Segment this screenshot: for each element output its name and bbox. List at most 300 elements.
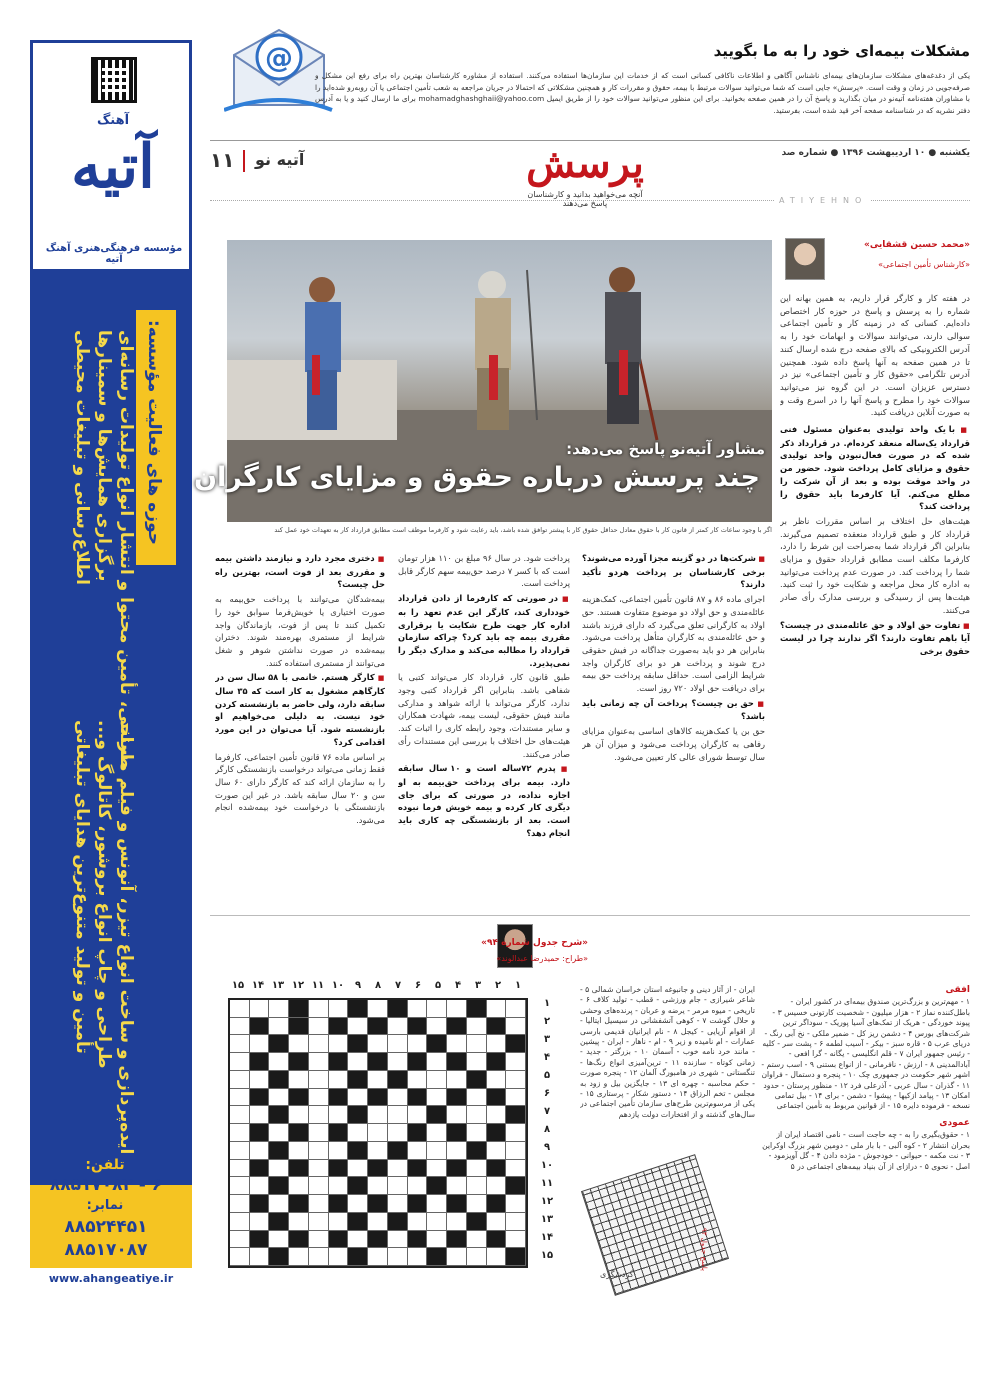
crossword-cell[interactable] xyxy=(368,1248,388,1266)
crossword-cell[interactable] xyxy=(408,1213,428,1231)
crossword-cell[interactable] xyxy=(506,1142,526,1160)
crossword-cell[interactable] xyxy=(506,1053,526,1071)
row-number: ۴ xyxy=(543,1052,551,1063)
crossword-black-cell xyxy=(348,1248,368,1266)
crossword-black-cell xyxy=(269,1106,289,1124)
across-clues: ۱ - مهم‌ترین و بزرگ‌ترین صندوق بیمه‌ای در کشور ایران - باطل‌کننده نماز ۲ - هزار میلیون - شخصیت کارتونی خسیس ۳ - پیوند خوردگی - هریک از تمک‌های آسیا پوریک - سوداگر ترین شرکت‌های بورس ۴ - دشمن ریز کل - ضمیر ملکی - نخ آبی رنگ - دریای عرب ۵ - قاره سبز - بیکر - آسیب لطمه ۶ - پشت سر - کلیه - رئیس جمهور ایران ۷ - قلم انگلیسی - یگانه - گرا افعی - آبادالمدینی ۸ - ارزش - نافرمانی - از انواع بستنی ۹ - اسب رستم - اشهر شهر حکومت در جمهوری چک ۱۰ - پنجره و دستمال - فراوان ۱۱ - گذران - سال عربی - آذرعلی فرد ۱۲ - منظور پرستان - حدود امکان ۱۳ - پیامد ازکیها - پیشوا - دشمن - برای ۱۴ - بیل تمامی نسخه - فرموده دایره ۱۵ - از قوانین مربوط به تأمین اجتماعی xyxy=(761,997,970,1111)
question: ■ پدرم ۷۲ساله است و ۱۰ سال سابقه دارد. بیمه برای پرداخت حق‌بیمه به او اجازه نداده، در صورتی که برای جای دیگری کار کرده و بیمه خویش فرما نبوده است. بعد از بازنشستگی چه کاری باید انجام دهد؟ xyxy=(398,762,570,839)
crossword-black-cell xyxy=(447,1124,467,1142)
crossword-cell[interactable] xyxy=(269,1231,289,1249)
column-number: ۳ xyxy=(474,980,482,991)
service-item: تأمین و تولید متنوع‌ترین هدایای تبلیغاتی xyxy=(72,720,92,1054)
question: ■ کارگر هستم. خانمی با ۵۸ سال سن در کارگاهم مشغول به کار است که ۳۵ سال سابقه دارد، ولی حاضر به بازنشسته کردن خود نیست. به دلیلی می‌خواهیم او بازنشسته شود. آیا می‌توان در این مورد اقدامی کرد؟ xyxy=(215,671,385,748)
crossword-black-cell xyxy=(487,1018,507,1036)
activity-title: حوزه های فعالیت مؤسسه: xyxy=(144,320,164,545)
crossword-cell[interactable] xyxy=(408,1071,428,1089)
crossword-cell[interactable] xyxy=(388,1018,408,1036)
crossword-cell[interactable] xyxy=(368,1177,388,1195)
crossword-cell[interactable] xyxy=(329,1106,349,1124)
crossword-cell[interactable] xyxy=(348,1124,368,1142)
crossword-black-cell xyxy=(427,1035,447,1053)
crossword-cell[interactable] xyxy=(368,1071,388,1089)
crossword-cell[interactable] xyxy=(348,1089,368,1107)
crossword-credit: «طراح: حمیدرضا عبدالوند» xyxy=(496,954,588,963)
crossword-black-cell xyxy=(269,1071,289,1089)
crossword-black-cell xyxy=(447,1053,467,1071)
crossword-cell[interactable] xyxy=(309,1124,329,1142)
crossword-black-cell xyxy=(487,1053,507,1071)
crossword-cell[interactable] xyxy=(309,1000,329,1018)
crossword-cell[interactable] xyxy=(329,1177,349,1195)
phone-label: تلفن: xyxy=(85,1157,125,1173)
crossword-cell[interactable] xyxy=(447,1213,467,1231)
crossword-cell[interactable] xyxy=(447,1142,467,1160)
crossword-cell[interactable] xyxy=(329,1071,349,1089)
crossword-cell[interactable] xyxy=(250,1177,270,1195)
crossword-cell[interactable] xyxy=(309,1053,329,1071)
crossword-cell[interactable] xyxy=(230,1231,250,1249)
column-number: ۴ xyxy=(454,980,462,991)
crossword-cell[interactable] xyxy=(467,1018,487,1036)
crossword-cell[interactable] xyxy=(269,1160,289,1178)
crossword-cell[interactable] xyxy=(408,1142,428,1160)
author-box xyxy=(785,238,970,282)
crossword-cell[interactable] xyxy=(427,1213,447,1231)
logo-big-text: آتیه xyxy=(71,132,155,202)
crossword-black-cell xyxy=(289,1124,309,1142)
column-number: ۷ xyxy=(394,980,402,991)
crossword-cell[interactable] xyxy=(427,1089,447,1107)
crossword-cell[interactable] xyxy=(447,1071,467,1089)
crossword-cell[interactable] xyxy=(408,1177,428,1195)
crossword-black-cell xyxy=(269,1213,289,1231)
crossword-cell[interactable] xyxy=(230,1106,250,1124)
service-item: برگزاری همایش‌ها و سمینارها xyxy=(94,330,114,582)
article-column-right xyxy=(780,292,970,902)
question: ■ حق بن چیست؟ پرداخت آن چه زمانی باید باشد؟ xyxy=(582,697,765,723)
crossword-cell[interactable] xyxy=(487,1035,507,1053)
crossword-black-cell xyxy=(388,1000,408,1018)
down-clues: ۱ - حقوق‌بگیری را به - چه حاجت است - نامی اقتصاد ایران از بحران انتشار ۲ - کوه آلبی - با بار ملی - دومین شهر بزرگ اوکراین ۳ - نت مکمه - حیوانی - خودجوش - مژده دادن ۴ - گل آویزمود - اصل - نحوی ۵ - درازای از آن بنیاد بیمه‌های اجتماعی در ۵ xyxy=(762,1130,970,1171)
crossword-black-cell xyxy=(368,1053,388,1071)
photo-caption: اگر با وجود ساعات کار کمتر از قانون کار با حقوق معادل حداقل حقوق کار با پیشتر توافق شده باشد، باید رعایت شود و کارفرما موظف است مطابق قرارداد کار به تعهدات خود عمل کند xyxy=(274,526,772,534)
crossword-cell[interactable] xyxy=(309,1071,329,1089)
crossword-cell[interactable] xyxy=(329,1248,349,1266)
crossword-cell[interactable] xyxy=(329,1035,349,1053)
crossword-cell[interactable] xyxy=(230,1018,250,1036)
crossword-black-cell xyxy=(368,1231,388,1249)
crossword-cell[interactable] xyxy=(289,1142,309,1160)
author-name: «محمد حسین قشقایی» xyxy=(864,240,970,250)
answer: اجرای ماده ۸۶ و ۸۷ قانون تأمین اجتماعی، کمک‌هزینه عائله‌مندی و حق اولاد دو موضوع متفاوت هستند. حق اولاد به کارگرانی تعلق می‌گیرد که دارای فرزند باشند و حق عائله‌مندی به کارگران متأهل پرداخت می‌شود. بنابراین هر دو باید به‌صورت جداگانه در فیش حقوقی درج شوند و پرداخت هر دو برای کارگران واجد شرایط الزامی است. حداقل سابقه پرداخت حق بیمه برای دریافت حق اولاد ۷۲۰ روز است. xyxy=(582,594,765,694)
crossword-cell[interactable] xyxy=(309,1160,329,1178)
crossword-cell[interactable] xyxy=(230,1000,250,1018)
crossword-black-cell xyxy=(289,1231,309,1249)
org-name: مؤسسه فرهنگی‌هنری آهنگ آتیه xyxy=(45,243,183,265)
column-number: ۱۰ xyxy=(331,980,345,991)
crossword-cell[interactable] xyxy=(467,1053,487,1071)
crossword-cell[interactable] xyxy=(408,1035,428,1053)
crossword-cell[interactable] xyxy=(348,1231,368,1249)
brand-title: پرسش xyxy=(526,140,644,187)
crossword-black-cell xyxy=(408,1124,428,1142)
crossword-cell[interactable] xyxy=(250,1106,270,1124)
column-number: ۶ xyxy=(414,980,422,991)
crossword-black-cell xyxy=(329,1160,349,1178)
crossword-cell[interactable] xyxy=(368,1124,388,1142)
crossword-black-cell xyxy=(289,1000,309,1018)
column-number: ۸ xyxy=(374,980,382,991)
crossword-cell[interactable] xyxy=(269,1089,289,1107)
crossword-cell[interactable] xyxy=(250,1000,270,1018)
crossword-cell[interactable] xyxy=(388,1195,408,1213)
crossword-cell[interactable] xyxy=(309,1142,329,1160)
crossword-cell[interactable] xyxy=(447,1248,467,1266)
crossword-cell[interactable] xyxy=(447,1177,467,1195)
crossword-cell[interactable] xyxy=(388,1106,408,1124)
crossword-black-cell xyxy=(408,1195,428,1213)
crossword-cell[interactable] xyxy=(348,1018,368,1036)
crossword-cell[interactable] xyxy=(309,1089,329,1107)
crossword-cell[interactable] xyxy=(368,1000,388,1018)
divider xyxy=(243,150,245,172)
crossword-cell[interactable] xyxy=(506,1071,526,1089)
crossword-black-cell xyxy=(487,1089,507,1107)
crossword-cell[interactable] xyxy=(467,1195,487,1213)
crossword-cell[interactable] xyxy=(269,1053,289,1071)
crossword-black-cell xyxy=(348,1000,368,1018)
english-section-tag: ATIYEHNO xyxy=(775,196,871,205)
crossword-black-cell xyxy=(447,1231,467,1249)
crossword-black-cell xyxy=(289,1089,309,1107)
logo-small-text: آهنگ xyxy=(96,113,130,128)
crossword-cell[interactable] xyxy=(309,1231,329,1249)
crossword-cell[interactable] xyxy=(230,1213,250,1231)
crossword-cell[interactable] xyxy=(447,1000,467,1018)
crossword-cell[interactable] xyxy=(506,1231,526,1249)
column-number: ۱ xyxy=(514,980,522,991)
crossword-cell[interactable] xyxy=(230,1071,250,1089)
crossword-black-cell xyxy=(408,1018,428,1036)
crossword-black-cell xyxy=(506,1177,526,1195)
crossword-black-cell xyxy=(388,1213,408,1231)
question: ■ در صورتی که کارفرما از دادن قرارداد خودداری کند، کارگر این عدم تعهد را به اداره کار جهت طرح شکایت یا برقراری مقرری بیمه چه باید کرد؟ چراکه سازمان قرارداد را مطالبه می‌کند و مدارک دیگر را نمی‌پذیرد. xyxy=(398,592,570,669)
crossword-cell[interactable] xyxy=(427,1142,447,1160)
answer: حق بن یا کمک‌هزینه کالاهای اساسی به‌عنوان مزایای رفاهی به کارگران پرداخت می‌شود و میزان آن هر سال توسط شورای عالی کار تعیین می‌شود. xyxy=(582,726,765,762)
article-column xyxy=(582,552,765,902)
crossword-cell[interactable] xyxy=(348,1160,368,1178)
crossword-black-cell xyxy=(447,1195,467,1213)
crossword-cell[interactable] xyxy=(269,1000,289,1018)
crossword-cell[interactable] xyxy=(348,1053,368,1071)
crossword-cell[interactable] xyxy=(388,1160,408,1178)
crossword-cell[interactable] xyxy=(467,1106,487,1124)
answer: بر اساس ماده ۷۶ قانون تأمین اجتماعی، کارفرما فقط زمانی می‌تواند درخواست بازنشستگی کارگر را به سازمان ارائه کند که کارگر دارای ۶۰ سال سن و ۲۰ سال سابقه باشد. در غیر این صورت بازنشستگی با درخواست خود بیمه‌شده انجام می‌شود. xyxy=(215,751,385,826)
column-number: ۱۴ xyxy=(251,980,265,991)
crossword-black-cell xyxy=(427,1248,447,1266)
crossword-black-cell xyxy=(506,1106,526,1124)
crossword-cell[interactable] xyxy=(269,1018,289,1036)
row-number: ۱۵ xyxy=(540,1250,554,1261)
crossword-black-cell xyxy=(329,1231,349,1249)
crossword-cell[interactable] xyxy=(447,1106,467,1124)
row-number: ۲ xyxy=(543,1016,551,1027)
crossword-cell[interactable] xyxy=(269,1195,289,1213)
crossword-cell[interactable] xyxy=(467,1231,487,1249)
crossword-black-cell xyxy=(447,1089,467,1107)
crossword-black-cell xyxy=(467,1213,487,1231)
service-item: ایده‌پردازی و ساخت انواع تیزر، آنونس و فیلم مستند xyxy=(116,720,136,1155)
crossword-black-cell xyxy=(348,1071,368,1089)
answer: پرداخت شود. در سال ۹۶ مبلغ بن ۱۱۰ هزار تومان است که با کسر ۷ درصد حق‌بیمه سهم کارگر قابل پرداخت است. xyxy=(398,553,570,589)
website-link[interactable]: www.ahangeatiye.ir xyxy=(30,1268,192,1290)
crossword-cell[interactable] xyxy=(309,1177,329,1195)
crossword-black-cell xyxy=(388,1142,408,1160)
crossword-cell[interactable] xyxy=(230,1160,250,1178)
crossword-cell[interactable] xyxy=(368,1106,388,1124)
page-header-title: مشکلات بیمه‌ای خود را به ما بگویید xyxy=(713,42,970,60)
crossword-black-cell xyxy=(348,1106,368,1124)
crossword-cell[interactable] xyxy=(329,1213,349,1231)
crossword-cell[interactable] xyxy=(487,1000,507,1018)
crossword-cell[interactable] xyxy=(368,1035,388,1053)
crossword-cell[interactable] xyxy=(427,1018,447,1036)
crossword-cell[interactable] xyxy=(289,1248,309,1266)
row-number: ۱۲ xyxy=(540,1196,554,1207)
row-number: ۱ xyxy=(543,998,551,1009)
crossword-cell[interactable] xyxy=(230,1035,250,1053)
crossword-cell[interactable] xyxy=(467,1248,487,1266)
crossword-black-cell xyxy=(427,1106,447,1124)
crossword-cell[interactable] xyxy=(408,1106,428,1124)
crossword-row-numbers xyxy=(534,998,560,1268)
crossword-cell[interactable] xyxy=(427,1000,447,1018)
crossword-black-cell xyxy=(250,1160,270,1178)
row-number: ۸ xyxy=(543,1124,551,1135)
crossword-black-cell xyxy=(467,1142,487,1160)
page-header-body: یکی از دغدغه‌های مشکلات سازمان‌های بیمه‌ای ناشناس آگاهی و اطلاعات ناکافی کسانی است که از خدمات این سازمان‌ها استفاده می‌کنند. استفاده از مشاوره کارشناسان بهترین راه برای رفع این مشکل و صرفه‌جویی در زمان و وقت است. «پرسش» جایی است که شما می‌توانید سوالات مرتبط با بیمه، حقوق و مقررات کار و همچنین مشکلاتی که احتمالا در جریان مراجعه به شعب تأمین اجتماعی یا آن روبه‌رو شده‌اید را با مشاوران هفته‌نامه آتیه‌نو در میان بگذارید و پاسخ آن را در همین صفحه بخوانید. برای این منظور می‌توانید سوالات خود را از طریق ایمیل mohamadghashghaii@yahoo.com برای ما ارسال کنید و یا به آدرس دفتر نشریه که در شناسنامه صفحه آخر قید شده است، بفرستید. xyxy=(315,71,970,115)
crossword-clues-continued: ایران - از آثار دینی و جانبوغه استان خراسان شمالی ۵ - شاعر شیرازی - جام ورزشی - قطب - تولید کلاف ۶ - تاریخی - میوه مرمر - یرضه و عربان - پرنده‌های وحشی و حلال گوشت ۷ - کوهی آتشفشانی در سیسیل ایتالیا - از اقوام آریایی - کیجل ۸ - نام ایرانیان قدیمی بارسی عمارات - ام نامیده و زیر ۹ - ام - ناهار - ایران - پیشین - مانند خرد نامه خوب - آسمان ۱۰ - بزرگتر - جدید - زمانی کوتاه - سازنده ۱۱ - ترین‌آمیزی انواع رنگ‌ها - تنگستانی - شهری در هامبورگ آلمان ۱۲ - پنجره صورت - حکم محاسبه - چهره ای ۱۳ - جایگزین بیل و زود به مجلس - تخم الرزاق ۱۴ - دستور شکار - پرستاری ۱۵ - یکی از مرسوم‌ترین طرح‌های سازمان تأمین اجتماعی در سال‌های گذشته و از افتخارات دولت یازدهم xyxy=(580,985,755,1119)
crossword-cell[interactable] xyxy=(230,1195,250,1213)
crossword-cell[interactable] xyxy=(487,1142,507,1160)
column-number: ۱۱ xyxy=(311,980,325,991)
crossword-cell[interactable] xyxy=(250,1142,270,1160)
crossword-cell[interactable] xyxy=(309,1213,329,1231)
crossword-cell[interactable] xyxy=(487,1106,507,1124)
crossword-cell[interactable] xyxy=(230,1142,250,1160)
crossword-cell[interactable] xyxy=(230,1124,250,1142)
fax-label: نمابر: xyxy=(86,1198,124,1213)
qr-code-icon[interactable] xyxy=(91,57,137,103)
crossword-cell[interactable] xyxy=(289,1213,309,1231)
crossword-black-cell xyxy=(506,1035,526,1053)
crossword-black-cell xyxy=(250,1124,270,1142)
crossword-cell[interactable] xyxy=(309,1248,329,1266)
crossword-black-cell xyxy=(388,1071,408,1089)
crossword-cell[interactable] xyxy=(230,1248,250,1266)
crossword-cell[interactable] xyxy=(289,1177,309,1195)
row-number: ۵ xyxy=(543,1070,551,1081)
crossword-black-cell xyxy=(289,1018,309,1036)
ahang-atiyeh-logo xyxy=(43,113,183,223)
crossword-black-cell xyxy=(348,1142,368,1160)
crossword-cell[interactable] xyxy=(269,1124,289,1142)
crossword-cell[interactable] xyxy=(447,1035,467,1053)
crossword-title: «شرح جدول شماره ۹۴» xyxy=(481,938,588,948)
crossword-cell[interactable] xyxy=(348,1195,368,1213)
crossword-cell[interactable] xyxy=(427,1071,447,1089)
sidebar-ad xyxy=(30,40,192,1290)
crossword-black-cell xyxy=(427,1177,447,1195)
crossword-cell[interactable] xyxy=(368,1213,388,1231)
crossword-puzzle xyxy=(222,980,570,1280)
crossword-black-cell xyxy=(447,1018,467,1036)
fax-number: ۸۸۵۱۷۰۸۷ xyxy=(64,1240,148,1260)
crossword-black-cell xyxy=(368,1089,388,1107)
service-item: طراحی و چاپ انواع بروشور، کاتالوگ و... xyxy=(94,720,114,1069)
crossword-cell[interactable] xyxy=(408,1000,428,1018)
service-item: طراحی، تأمین محتوا و انتشار انواع تولیدات رسانه‌ای xyxy=(116,330,136,770)
crossword-cell[interactable] xyxy=(506,1160,526,1178)
divider xyxy=(210,915,970,916)
headline-kicker: مشاور آتیه‌نو پاسخ می‌دهد: xyxy=(566,440,765,458)
crossword-cell[interactable] xyxy=(506,1018,526,1036)
crossword-cell[interactable] xyxy=(388,1231,408,1249)
column-number: ۲ xyxy=(494,980,502,991)
crossword-cell[interactable] xyxy=(506,1195,526,1213)
crossword-cell[interactable] xyxy=(427,1053,447,1071)
crossword-black-cell xyxy=(348,1035,368,1053)
crossword-cell[interactable] xyxy=(427,1231,447,1249)
crossword-cell[interactable] xyxy=(309,1035,329,1053)
row-number: ۱۰ xyxy=(540,1160,554,1171)
crossword-black-cell xyxy=(487,1195,507,1213)
crossword-cell[interactable] xyxy=(388,1053,408,1071)
article-column xyxy=(215,552,385,902)
crossword-black-cell xyxy=(408,1053,428,1071)
service-item: اطلاع‌رسانی و تبلیغات محیطی xyxy=(72,330,92,585)
author-photo xyxy=(785,238,825,280)
crossword-cell[interactable] xyxy=(329,1142,349,1160)
crossword-cell[interactable] xyxy=(250,1213,270,1231)
crossword-cell[interactable] xyxy=(388,1089,408,1107)
crossword-cell[interactable] xyxy=(388,1035,408,1053)
crossword-black-cell xyxy=(329,1124,349,1142)
crossword-cell[interactable] xyxy=(250,1248,270,1266)
crossword-cell[interactable] xyxy=(467,1124,487,1142)
crossword-cell[interactable] xyxy=(506,1124,526,1142)
section-name: آتیه نو xyxy=(255,150,305,169)
crossword-black-cell xyxy=(487,1124,507,1142)
crossword-cell[interactable] xyxy=(309,1106,329,1124)
crossword-cell[interactable] xyxy=(487,1177,507,1195)
headline: چند پرسش درباره حقوق و مزایای کارگران xyxy=(194,462,760,493)
crossword-cell[interactable] xyxy=(309,1195,329,1213)
crossword-cell[interactable] xyxy=(250,1035,270,1053)
crossword-cell[interactable] xyxy=(289,1035,309,1053)
crossword-black-cell xyxy=(467,1071,487,1089)
author-role: «کارشناس تأمین اجتماعی» xyxy=(878,260,970,269)
row-number: ۶ xyxy=(543,1088,551,1099)
crossword-black-cell xyxy=(487,1160,507,1178)
crossword-black-cell xyxy=(269,1248,289,1266)
solution-label: گردشگری xyxy=(600,1270,634,1279)
crossword-cell[interactable] xyxy=(467,1177,487,1195)
row-number: ۱۴ xyxy=(540,1232,554,1243)
column-number: ۵ xyxy=(434,980,442,991)
crossword-cell[interactable] xyxy=(427,1124,447,1142)
row-number: ۷ xyxy=(543,1106,551,1117)
crossword-black-cell xyxy=(408,1231,428,1249)
crossword-black-cell xyxy=(269,1177,289,1195)
column-number: ۱۲ xyxy=(291,980,305,991)
crossword-clues xyxy=(760,985,970,1285)
article-column xyxy=(398,552,570,902)
crossword-cell[interactable] xyxy=(289,1106,309,1124)
crossword-cell[interactable] xyxy=(309,1018,329,1036)
crossword-black-cell xyxy=(289,1053,309,1071)
crossword-black-cell xyxy=(250,1053,270,1071)
phone-number[interactable]: ۶ - ۸۸۵۱۷۰۸۲ xyxy=(49,1175,163,1195)
crossword-black-cell xyxy=(348,1177,368,1195)
crossword-grid[interactable] xyxy=(228,998,528,1268)
crossword-cell[interactable] xyxy=(230,1053,250,1071)
crossword-cell[interactable] xyxy=(427,1195,447,1213)
crossword-cell[interactable] xyxy=(506,1089,526,1107)
crossword-cell[interactable] xyxy=(427,1160,447,1178)
crossword-black-cell xyxy=(250,1195,270,1213)
crossword-cell[interactable] xyxy=(467,1035,487,1053)
question: ■ دختری مجرد دارد و نیازمند داشتن بیمه و مقرری بعد از فوت است، بهترین راه حل چیست؟ xyxy=(215,552,385,591)
row-number: ۳ xyxy=(543,1034,551,1045)
crossword-cell[interactable] xyxy=(467,1089,487,1107)
crossword-black-cell xyxy=(250,1231,270,1249)
crossword-cell[interactable] xyxy=(408,1248,428,1266)
crossword-black-cell xyxy=(289,1160,309,1178)
column-number: ۱۵ xyxy=(231,980,245,991)
crossword-black-cell xyxy=(329,1089,349,1107)
answer: هیئت‌های حل اختلاف بر اساس مقررات ناظر بر قرارداد کار و طبق قرارداد منعقده تصمیم می‌گیرند. بنابراین اگر قرارداد شما به‌صراحت این شرط را دارد، کارفرما مکلف است مطابق قرارداد حقوق و مزایای شما را پرداخت کند. در صورت عدم پرداخت می‌توانید به اداره کار محل مراجعه و شکایت خود را ثبت کنید. هیئت‌ها پس از رسیدگی و بررسی مدارک رأی صادر می‌کنند. xyxy=(780,515,970,615)
crossword-cell[interactable] xyxy=(230,1089,250,1107)
crossword-cell[interactable] xyxy=(289,1071,309,1089)
crossword-black-cell xyxy=(368,1160,388,1178)
page-number: ۱۱ xyxy=(210,148,235,172)
crossword-cell[interactable] xyxy=(368,1142,388,1160)
crossword-black-cell xyxy=(487,1231,507,1249)
crossword-cell[interactable] xyxy=(230,1177,250,1195)
crossword-cell[interactable] xyxy=(467,1160,487,1178)
crossword-black-cell xyxy=(506,1248,526,1266)
crossword-cell[interactable] xyxy=(388,1177,408,1195)
crossword-black-cell xyxy=(408,1160,428,1178)
crossword-cell[interactable] xyxy=(506,1213,526,1231)
crossword-cell[interactable] xyxy=(487,1071,507,1089)
crossword-cell[interactable] xyxy=(388,1124,408,1142)
crossword-cell[interactable] xyxy=(250,1071,270,1089)
question: ■ شرکت‌ها در دو گزینه مجزا آورده می‌شوند؟ برخی کارشناسان بر پرداخت هردو تأکید دارند؟ xyxy=(582,552,765,591)
crossword-column-numbers xyxy=(228,980,528,991)
crossword-black-cell xyxy=(329,1195,349,1213)
crossword-cell[interactable] xyxy=(329,1000,349,1018)
sidebar-logo-panel xyxy=(30,40,192,272)
crossword-cell[interactable] xyxy=(487,1213,507,1231)
crossword-black-cell xyxy=(329,1053,349,1071)
crossword-cell[interactable] xyxy=(487,1248,507,1266)
brand-subtitle: آنچه می‌خواهید بدانید و کارشناسان پاسخ می‌دهند xyxy=(527,190,643,208)
crossword-cell[interactable] xyxy=(506,1000,526,1018)
crossword-cell[interactable] xyxy=(388,1248,408,1266)
answer: طبق قانون کار، قرارداد کار می‌تواند کتبی یا شفاهی باشد. بنابراین اگر قرارداد کتبی وجود ندارد، کارگر می‌تواند با ارائه شواهد و مدارکی مانند فیش حقوقی، لیست بیمه، شهادت همکاران و سایر مستندات، وجود رابطه کاری را اثبات کند. هیئت‌های حل اختلاف با بررسی این مستندات رأی صادر می‌کنند. xyxy=(398,672,570,759)
